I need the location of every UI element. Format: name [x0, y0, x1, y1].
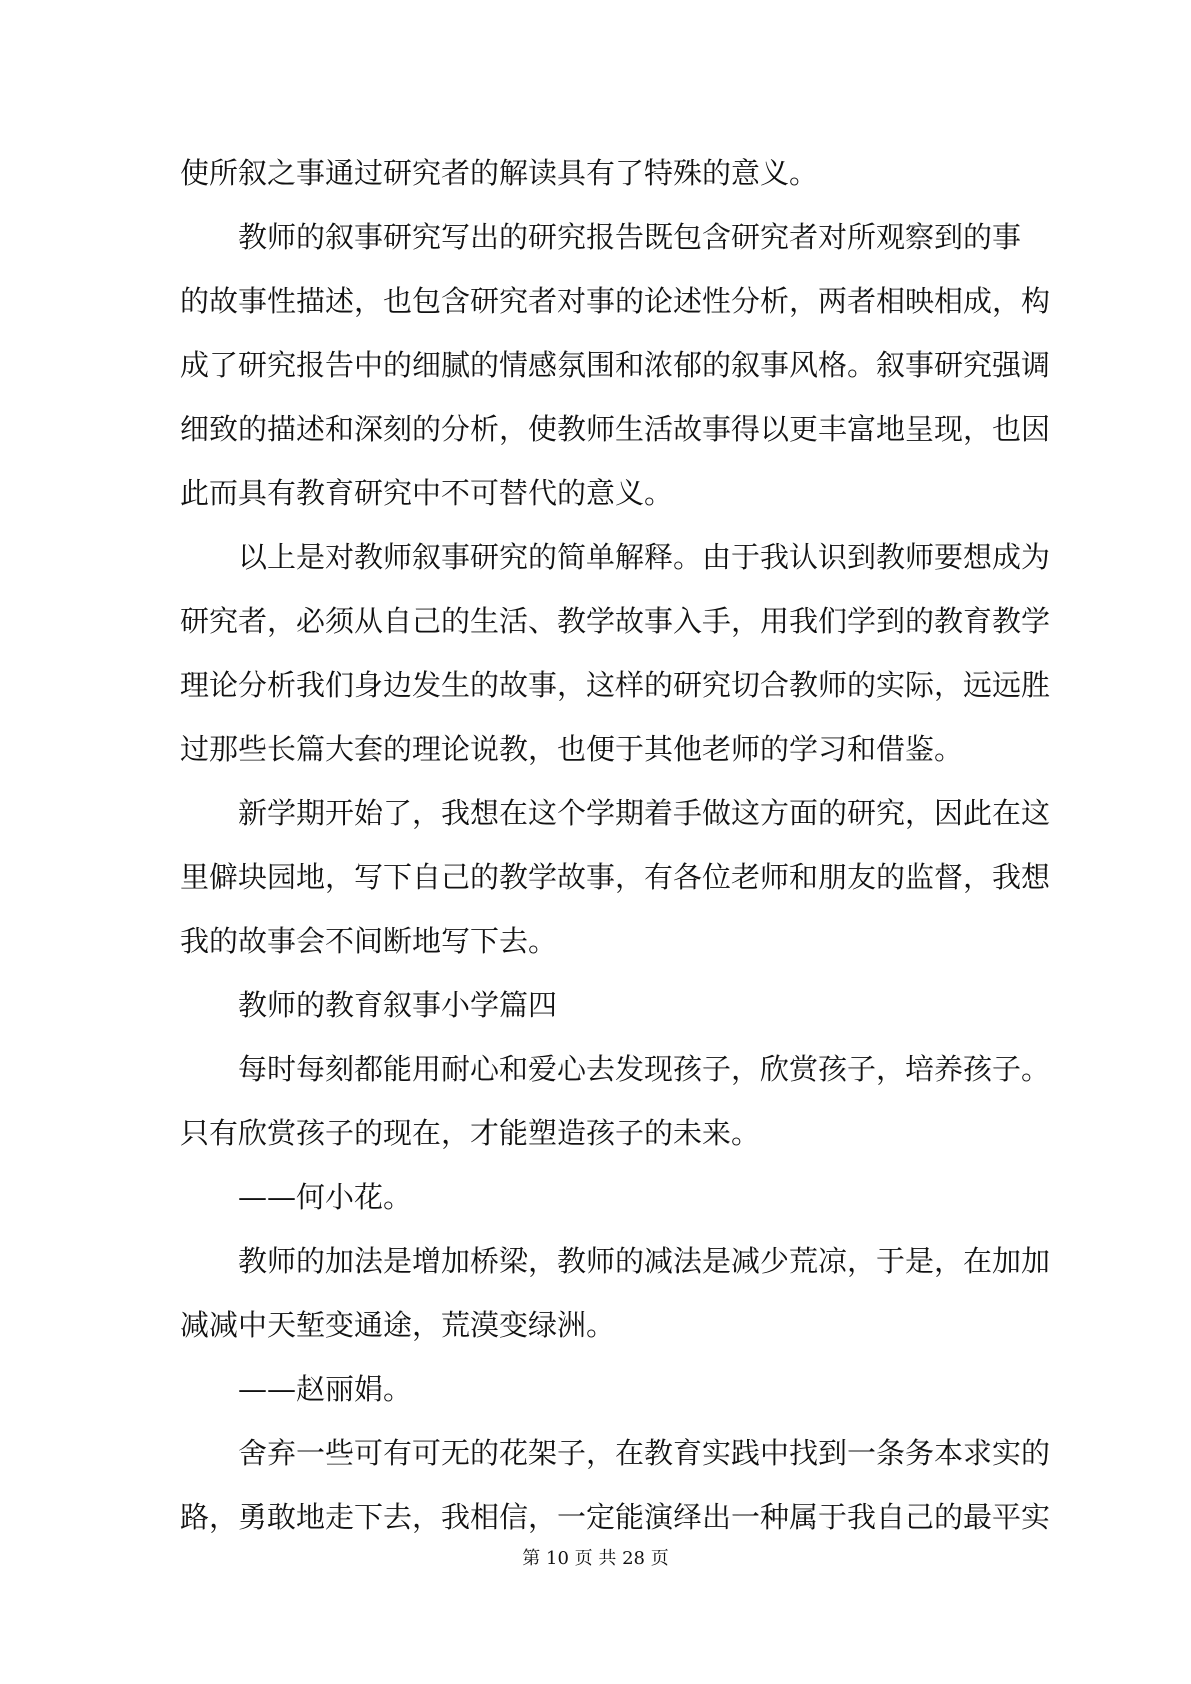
text-line: 的故事性描述，也包含研究者对事的论述性分析，两者相映相成，构 [180, 284, 1051, 318]
document-body [180, 141, 1051, 1549]
text-line: 舍弃一些可有可无的花架子，在教育实践中找到一条务本求实的 [238, 1436, 1051, 1470]
text-line: 新学期开始了，我想在这个学期着手做这方面的研究，因此在这 [238, 796, 1051, 830]
text-line: 教师的教育叙事小学篇四 [238, 988, 558, 1022]
text-line: 过那些长篇大套的理论说教，也便于其他老师的学习和借鉴。 [180, 732, 964, 766]
text-line: ——赵丽娟。 [238, 1372, 413, 1406]
text-line: 里僻块园地，写下自己的教学故事，有各位老师和朋友的监督，我想 [180, 860, 1051, 894]
text-line: ——何小花。 [238, 1180, 413, 1214]
text-line: 成了研究报告中的细腻的情感氛围和浓郁的叙事风格。叙事研究强调 [180, 348, 1051, 382]
text-line: 每时每刻都能用耐心和爱心去发现孩子，欣赏孩子，培养孩子。 [238, 1052, 1051, 1086]
text-line: 只有欣赏孩子的现在，才能塑造孩子的未来。 [180, 1116, 761, 1150]
text-line: 减减中天堑变通途，荒漠变绿洲。 [180, 1308, 616, 1342]
text-line: 路，勇敢地走下去，我相信，一定能演绎出一种属于我自己的最平实 [180, 1500, 1051, 1534]
page-footer: 第 10 页 共 28 页 [522, 1548, 669, 1569]
text-line: 我的故事会不间断地写下去。 [180, 924, 558, 958]
text-line: 以上是对教师叙事研究的简单解释。由于我认识到教师要想成为 [238, 540, 1051, 574]
text-line: 教师的加法是增加桥梁，教师的减法是减少荒凉，于是，在加加 [238, 1244, 1051, 1278]
text-line: 此而具有教育研究中不可替代的意义。 [180, 476, 674, 510]
text-line: 研究者，必须从自己的生活、教学故事入手，用我们学到的教育教学 [180, 604, 1051, 638]
text-line: 细致的描述和深刻的分析，使教师生活故事得以更丰富地呈现，也因 [180, 412, 1051, 446]
text-line: 理论分析我们身边发生的故事，这样的研究切合教师的实际，远远胜 [180, 668, 1051, 702]
text-line: 使所叙之事通过研究者的解读具有了特殊的意义。 [180, 156, 819, 190]
text-line: 教师的叙事研究写出的研究报告既包含研究者对所观察到的事 [238, 220, 1022, 254]
